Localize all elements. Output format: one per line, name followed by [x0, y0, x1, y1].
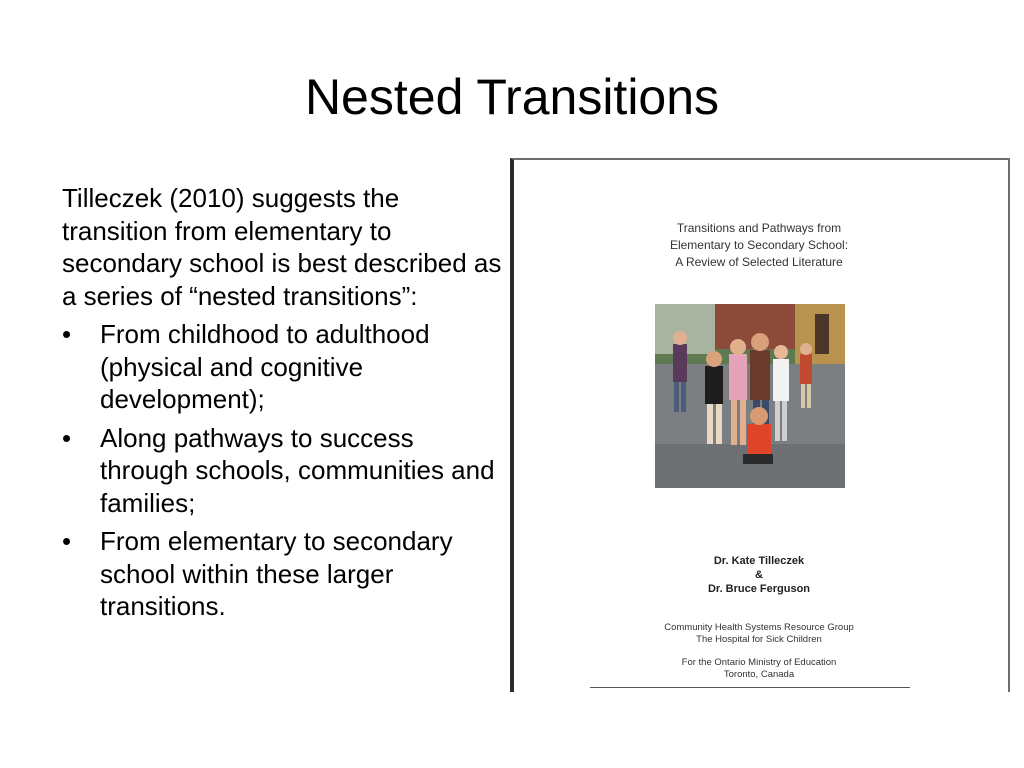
- cover-title: [574, 220, 944, 271]
- ministry-line: Toronto, Canada: [723, 669, 795, 680]
- students-photo-illustration: [655, 304, 845, 488]
- org-line: The Hospital for Sick Children: [696, 634, 822, 645]
- cover-title-line: A Review of Selected Literature: [675, 255, 843, 269]
- bullet-glyph: •: [62, 319, 72, 349]
- bullet-item: [62, 318, 507, 416]
- bullet-list: [62, 318, 507, 623]
- bullet-text: From elementary to secondary school within these larger transitions.: [100, 526, 453, 621]
- cover-organization: [574, 622, 944, 646]
- slide-title: Nested Transitions: [304, 69, 720, 125]
- author-line: &: [755, 569, 763, 581]
- report-cover-image: [510, 158, 1010, 692]
- intro-paragraph: Tilleczek (2010) suggests the transition from elementary to secondary school is best described as a series of “nested transitions”:: [62, 183, 502, 311]
- bullet-glyph: •: [62, 422, 72, 453]
- cover-ministry: [574, 657, 944, 681]
- author-line: Dr. Bruce Ferguson: [707, 583, 811, 595]
- students-photo: [655, 304, 845, 488]
- cover-title-line: Elementary to Secondary School:: [669, 238, 849, 252]
- bullet-item: [62, 525, 507, 623]
- bullet-glyph: •: [62, 526, 72, 556]
- cover-divider: [590, 687, 910, 688]
- ministry-line: For the Ontario Ministry of Education: [681, 657, 837, 668]
- cover-title-line: Transitions and Pathways from: [676, 221, 842, 235]
- org-line: Community Health Systems Resource Group: [664, 622, 854, 633]
- author-line: Dr. Kate Tilleczek: [713, 555, 805, 567]
- cover-authors: [574, 554, 944, 596]
- slide-body: [62, 182, 507, 629]
- bullet-item: [62, 422, 507, 520]
- bullet-text: From childhood to adulthood (physical and cognitive development);: [100, 319, 430, 414]
- bullet-text: Along pathways to success through schools, communities and families;: [100, 422, 495, 518]
